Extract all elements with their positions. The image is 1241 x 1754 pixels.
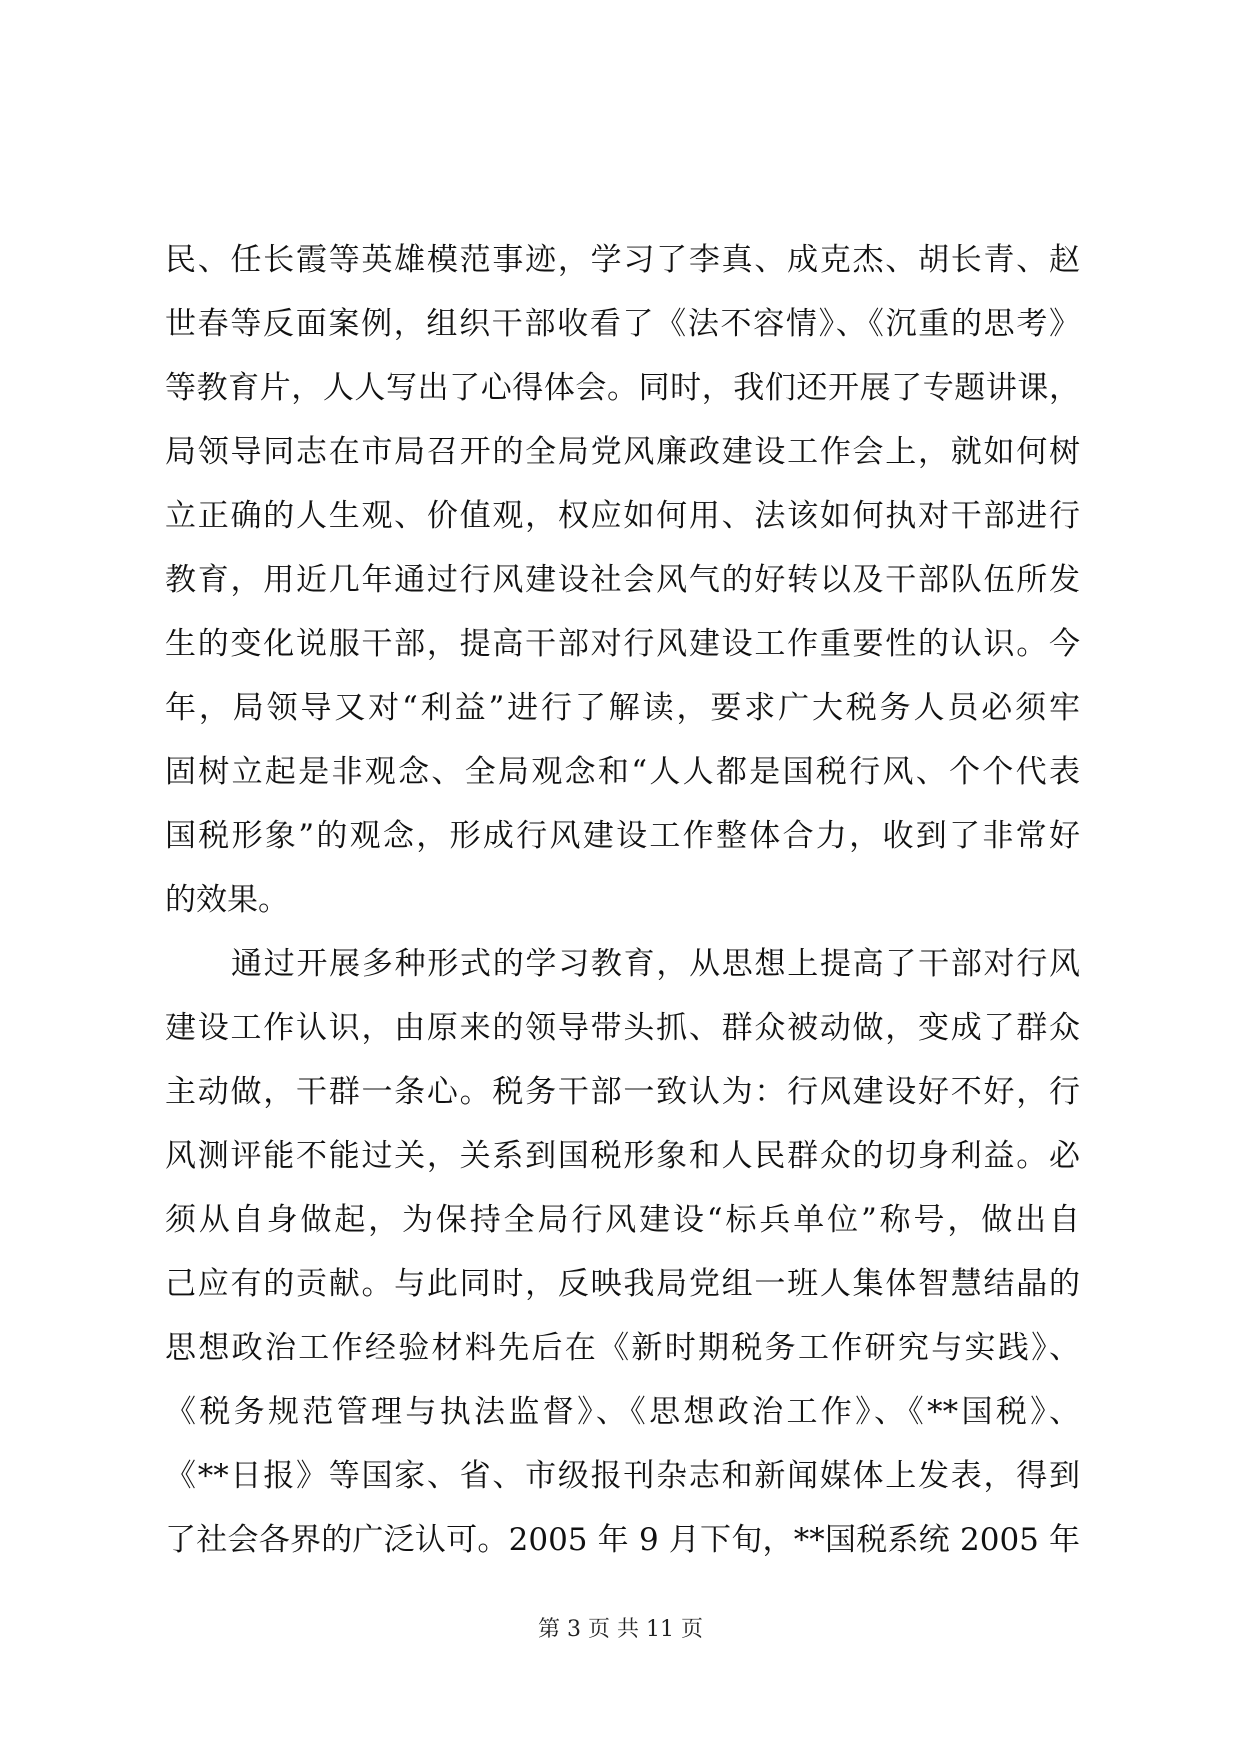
text-line: 等教育片，人人写出了心得体会。同时，我们还开展了专题讲课，	[165, 370, 1080, 406]
text-line: 年，局领导又对“利益”进行了解读，要求广大税务人员必须牢	[165, 690, 1080, 726]
text-line: 固树立起是非观念、全局观念和“人人都是国税行风、个个代表	[165, 754, 1080, 790]
text-line: 风测评能不能过关，关系到国税形象和人民群众的切身利益。必	[165, 1138, 1080, 1174]
text-line: 生的变化说服干部，提高干部对行风建设工作重要性的认识。今	[165, 626, 1080, 662]
page-footer: 第 3 页 共 11 页	[538, 1617, 703, 1642]
text-line: 世春等反面案例，组织干部收看了《法不容情》、《沉重的思考》	[165, 306, 1080, 342]
text-line: 立正确的人生观、价值观，权应如何用、法该如何执对干部进行	[165, 498, 1080, 534]
text-line: 国税形象”的观念，形成行风建设工作整体合力，收到了非常好	[165, 818, 1080, 854]
text-line: 《税务规范管理与执法监督》、《思想政治工作》、《**国税》、	[165, 1394, 1080, 1430]
text-line: 通过开展多种形式的学习教育，从思想上提高了干部对行风	[231, 946, 1080, 982]
text-line: 民、任长霞等英雄模范事迹，学习了李真、成克杰、胡长青、赵	[165, 242, 1080, 278]
text-line: 了社会各界的广泛认可。2005 年 9 月下旬，**国税系统 2005 年	[165, 1522, 1080, 1558]
text-line: 局领导同志在市局召开的全局党风廉政建设工作会上，就如何树	[165, 434, 1080, 470]
text-line: 思想政治工作经验材料先后在《新时期税务工作研究与实践》、	[165, 1330, 1080, 1366]
text-line: 教育，用近几年通过行风建设社会风气的好转以及干部队伍所发	[165, 562, 1080, 598]
text-line: 己应有的贡献。与此同时，反映我局党组一班人集体智慧结晶的	[165, 1266, 1080, 1302]
text-line: 的效果。	[165, 882, 289, 918]
text-line: 《**日报》等国家、省、市级报刊杂志和新闻媒体上发表，得到	[165, 1458, 1080, 1494]
text-line: 须从自身做起，为保持全局行风建设“标兵单位”称号，做出自	[165, 1202, 1080, 1238]
text-line: 主动做，干群一条心。税务干部一致认为：行风建设好不好，行	[165, 1074, 1080, 1110]
text-line: 建设工作认识，由原来的领导带头抓、群众被动做，变成了群众	[165, 1010, 1080, 1046]
body-text	[165, 228, 1080, 1572]
